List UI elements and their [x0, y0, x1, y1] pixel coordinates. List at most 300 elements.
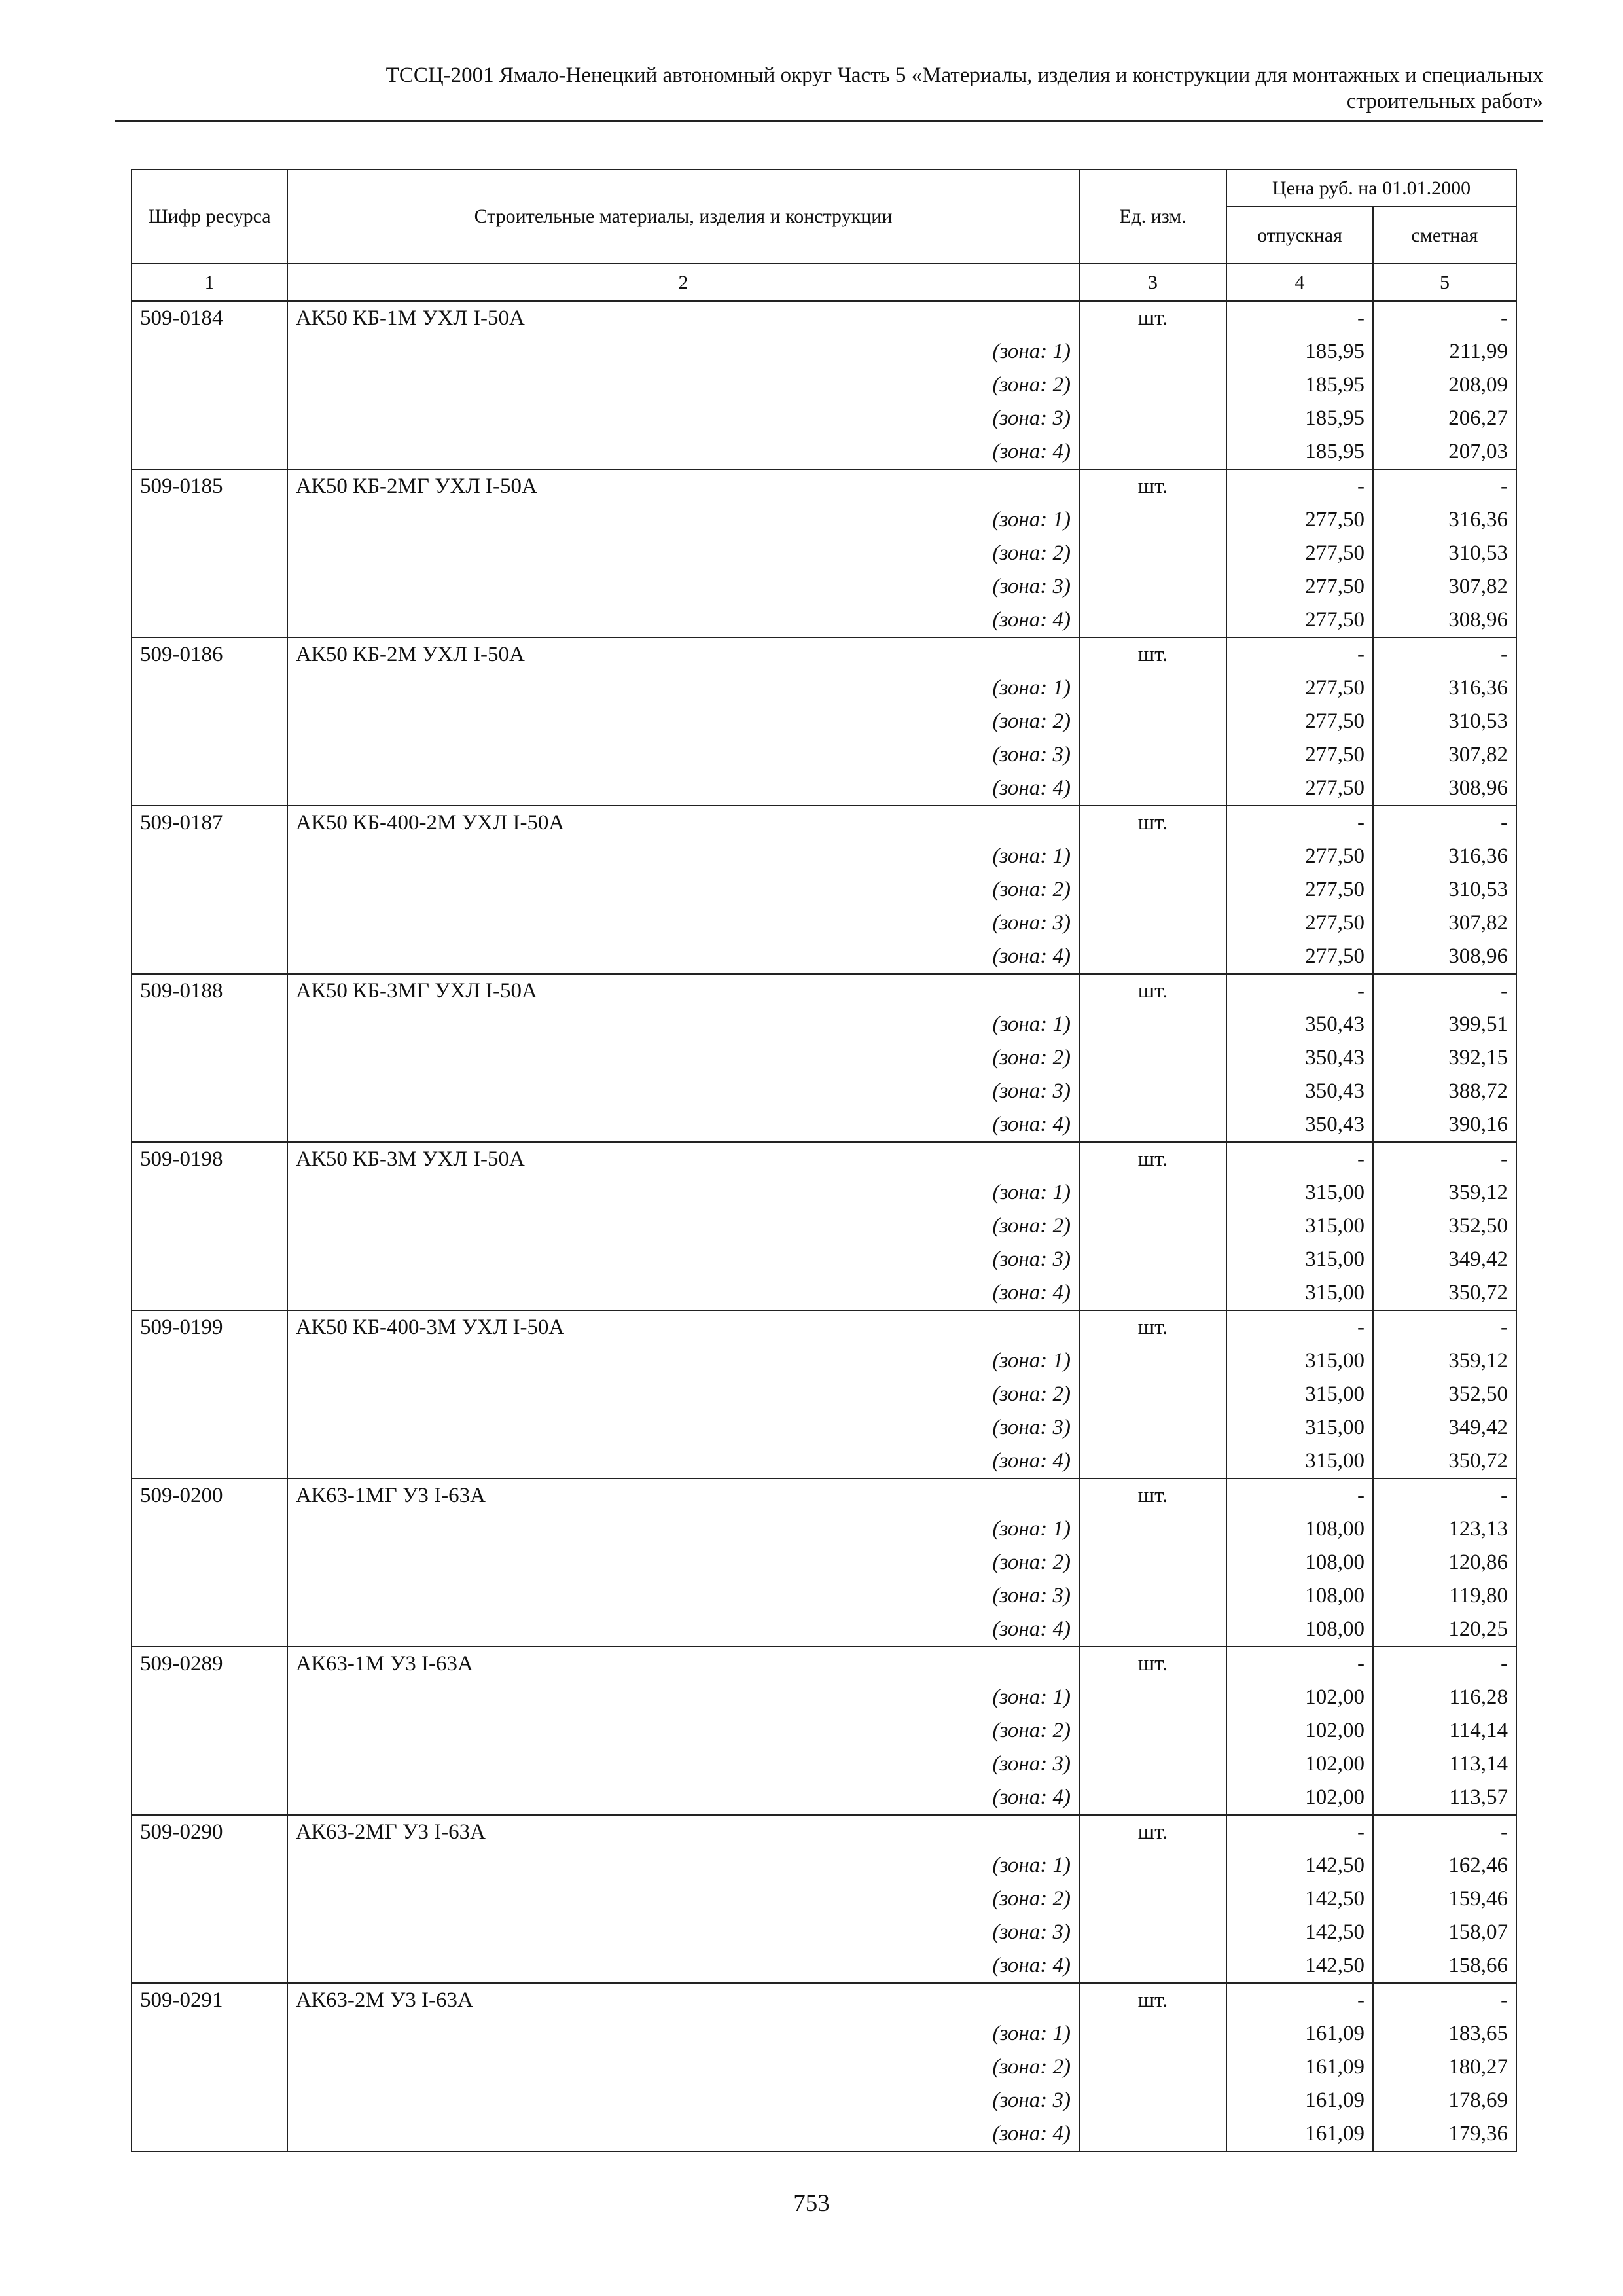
empty-cell: [132, 2017, 287, 2051]
estimate-price: 179,36: [1373, 2117, 1516, 2151]
empty-cell: [1079, 1276, 1226, 1310]
zone-row: [132, 940, 1516, 974]
zone-row: [132, 873, 1516, 906]
empty-cell: [1079, 1579, 1226, 1613]
zone-label: (зона: 2): [287, 1378, 1079, 1411]
estimate-price: 158,66: [1373, 1949, 1516, 1983]
empty-cell: [1079, 1546, 1226, 1579]
zone-label: (зона: 4): [287, 1781, 1079, 1815]
table-row: [132, 301, 1516, 335]
release-price: 350,43: [1226, 1008, 1373, 1041]
zone-row: [132, 1344, 1516, 1378]
estimate-price: 183,65: [1373, 2017, 1516, 2051]
resource-group: [132, 1647, 1516, 1815]
empty-cell: [132, 705, 287, 738]
release-price: -: [1226, 974, 1373, 1008]
unit-cell: шт.: [1079, 301, 1226, 335]
empty-cell: [132, 2084, 287, 2117]
resource-code: 509-0291: [132, 1983, 287, 2017]
zone-row: [132, 1714, 1516, 1748]
release-price: 315,00: [1226, 1276, 1373, 1310]
header-rule: [115, 120, 1543, 122]
zone-row: [132, 2051, 1516, 2084]
zone-row: [132, 772, 1516, 806]
release-price: 108,00: [1226, 1613, 1373, 1647]
zone-label: (зона: 1): [287, 1344, 1079, 1378]
empty-cell: [1079, 1075, 1226, 1108]
empty-cell: [1079, 435, 1226, 469]
resource-code: 509-0187: [132, 806, 287, 840]
release-price: -: [1226, 806, 1373, 840]
zone-row: [132, 1075, 1516, 1108]
release-price: 277,50: [1226, 772, 1373, 806]
estimate-price: -: [1373, 1815, 1516, 1849]
material-name: АК63-1М У3 I-63А: [287, 1647, 1079, 1681]
zone-label: (зона: 2): [287, 368, 1079, 402]
estimate-price: -: [1373, 1142, 1516, 1176]
table-row: [132, 637, 1516, 672]
release-price: 315,00: [1226, 1344, 1373, 1378]
zone-label: (зона: 3): [287, 402, 1079, 435]
unit-cell: шт.: [1079, 1815, 1226, 1849]
release-price: 161,09: [1226, 2017, 1373, 2051]
release-price: 277,50: [1226, 873, 1373, 906]
release-price: 277,50: [1226, 503, 1373, 537]
empty-cell: [1079, 2084, 1226, 2117]
empty-cell: [1079, 1108, 1226, 1142]
empty-cell: [1079, 1781, 1226, 1815]
unit-cell: шт.: [1079, 1983, 1226, 2017]
estimate-price: 307,82: [1373, 738, 1516, 772]
release-price: 277,50: [1226, 906, 1373, 940]
table-row: [132, 1142, 1516, 1176]
zone-label: (зона: 1): [287, 1849, 1079, 1882]
empty-cell: [132, 435, 287, 469]
estimate-price: 120,86: [1373, 1546, 1516, 1579]
empty-cell: [1079, 1378, 1226, 1411]
release-price: 277,50: [1226, 603, 1373, 637]
resource-group: [132, 1310, 1516, 1479]
empty-cell: [132, 1681, 287, 1714]
zone-row: [132, 705, 1516, 738]
estimate-price: 308,96: [1373, 772, 1516, 806]
zone-row: [132, 1579, 1516, 1613]
zone-row: [132, 1008, 1516, 1041]
empty-cell: [1079, 1681, 1226, 1714]
release-price: 185,95: [1226, 368, 1373, 402]
estimate-price: -: [1373, 1310, 1516, 1344]
zone-label: (зона: 2): [287, 705, 1079, 738]
zone-label: (зона: 3): [287, 1748, 1079, 1781]
estimate-price: -: [1373, 1647, 1516, 1681]
release-price: 142,50: [1226, 1916, 1373, 1949]
zone-row: [132, 2017, 1516, 2051]
zone-label: (зона: 1): [287, 672, 1079, 705]
zone-row: [132, 1041, 1516, 1075]
empty-cell: [132, 772, 287, 806]
empty-cell: [1079, 537, 1226, 570]
table-row: [132, 1983, 1516, 2017]
zone-row: [132, 1546, 1516, 1579]
estimate-price: 120,25: [1373, 1613, 1516, 1647]
release-price: -: [1226, 1815, 1373, 1849]
zone-label: (зона: 1): [287, 840, 1079, 873]
estimate-price: 114,14: [1373, 1714, 1516, 1748]
zone-row: [132, 1243, 1516, 1276]
estimate-price: 352,50: [1373, 1210, 1516, 1243]
empty-cell: [132, 1075, 287, 1108]
header-release-price: отпускная: [1226, 207, 1373, 264]
empty-cell: [132, 2051, 287, 2084]
release-price: 185,95: [1226, 435, 1373, 469]
empty-cell: [1079, 1613, 1226, 1647]
empty-cell: [1079, 570, 1226, 603]
release-price: 108,00: [1226, 1546, 1373, 1579]
estimate-price: 399,51: [1373, 1008, 1516, 1041]
zone-label: (зона: 4): [287, 1949, 1079, 1983]
estimate-price: 307,82: [1373, 570, 1516, 603]
resource-code: 509-0199: [132, 1310, 287, 1344]
empty-cell: [1079, 1411, 1226, 1444]
empty-cell: [1079, 603, 1226, 637]
release-price: 161,09: [1226, 2084, 1373, 2117]
release-price: -: [1226, 469, 1373, 503]
table-row: [132, 1815, 1516, 1849]
estimate-price: 119,80: [1373, 1579, 1516, 1613]
table-row: [132, 1479, 1516, 1513]
empty-cell: [1079, 1444, 1226, 1479]
release-price: 142,50: [1226, 1882, 1373, 1916]
release-price: 277,50: [1226, 570, 1373, 603]
empty-cell: [132, 537, 287, 570]
resource-group: [132, 469, 1516, 637]
empty-cell: [1079, 1008, 1226, 1041]
release-price: 315,00: [1226, 1378, 1373, 1411]
estimate-price: 350,72: [1373, 1444, 1516, 1479]
zone-row: [132, 1916, 1516, 1949]
estimate-price: 349,42: [1373, 1411, 1516, 1444]
unit-cell: шт.: [1079, 637, 1226, 672]
zone-row: [132, 1513, 1516, 1546]
empty-cell: [1079, 1849, 1226, 1882]
empty-cell: [1079, 672, 1226, 705]
release-price: 277,50: [1226, 537, 1373, 570]
zone-label: (зона: 2): [287, 1714, 1079, 1748]
resource-group: [132, 1815, 1516, 1983]
table-row: [132, 1647, 1516, 1681]
page-header: [115, 62, 1543, 115]
empty-cell: [132, 1108, 287, 1142]
empty-cell: [132, 1579, 287, 1613]
header-price-group: Цена руб. на 01.01.2000: [1226, 170, 1516, 207]
resource-code: 509-0290: [132, 1815, 287, 1849]
column-number: 2: [287, 264, 1079, 301]
empty-cell: [132, 1411, 287, 1444]
empty-cell: [1079, 1243, 1226, 1276]
release-price: 142,50: [1226, 1849, 1373, 1882]
zone-label: (зона: 3): [287, 2084, 1079, 2117]
header-line-1: ТССЦ-2001 Ямало-Ненецкий автономный округ Часть 5 «Материалы, изделия и конструкции для монтажных и специальных: [385, 63, 1543, 87]
estimate-price: 159,46: [1373, 1882, 1516, 1916]
unit-cell: шт.: [1079, 1647, 1226, 1681]
empty-cell: [132, 1276, 287, 1310]
estimate-price: 113,14: [1373, 1748, 1516, 1781]
empty-cell: [132, 1243, 287, 1276]
unit-cell: шт.: [1079, 469, 1226, 503]
zone-row: [132, 1378, 1516, 1411]
release-price: 350,43: [1226, 1075, 1373, 1108]
estimate-price: 207,03: [1373, 435, 1516, 469]
estimate-price: -: [1373, 637, 1516, 672]
empty-cell: [132, 1444, 287, 1479]
resource-group: [132, 806, 1516, 974]
zone-label: (зона: 3): [287, 1075, 1079, 1108]
estimate-price: 390,16: [1373, 1108, 1516, 1142]
estimate-price: 123,13: [1373, 1513, 1516, 1546]
release-price: -: [1226, 1647, 1373, 1681]
empty-cell: [1079, 2051, 1226, 2084]
empty-cell: [132, 603, 287, 637]
empty-cell: [132, 2117, 287, 2151]
zone-row: [132, 840, 1516, 873]
zone-label: (зона: 4): [287, 1276, 1079, 1310]
release-price: -: [1226, 637, 1373, 672]
estimate-price: 178,69: [1373, 2084, 1516, 2117]
zone-row: [132, 1949, 1516, 1983]
estimate-price: 316,36: [1373, 503, 1516, 537]
release-price: -: [1226, 301, 1373, 335]
table-row: [132, 469, 1516, 503]
release-price: 185,95: [1226, 335, 1373, 368]
zone-row: [132, 1210, 1516, 1243]
zone-label: (зона: 2): [287, 1041, 1079, 1075]
empty-cell: [1079, 906, 1226, 940]
empty-cell: [132, 1344, 287, 1378]
zone-label: (зона: 3): [287, 570, 1079, 603]
zone-label: (зона: 1): [287, 1008, 1079, 1041]
empty-cell: [1079, 2017, 1226, 2051]
zone-label: (зона: 1): [287, 2017, 1079, 2051]
page-number: 753: [793, 2190, 830, 2217]
empty-cell: [132, 840, 287, 873]
zone-label: (зона: 4): [287, 1108, 1079, 1142]
zone-row: [132, 435, 1516, 469]
release-price: 315,00: [1226, 1210, 1373, 1243]
estimate-price: 352,50: [1373, 1378, 1516, 1411]
empty-cell: [132, 873, 287, 906]
empty-cell: [132, 503, 287, 537]
estimate-price: 308,96: [1373, 940, 1516, 974]
estimate-price: 162,46: [1373, 1849, 1516, 1882]
empty-cell: [1079, 2117, 1226, 2151]
empty-cell: [132, 1041, 287, 1075]
zone-label: (зона: 2): [287, 1882, 1079, 1916]
resource-group: [132, 1983, 1516, 2151]
estimate-price: -: [1373, 1479, 1516, 1513]
zone-label: (зона: 1): [287, 1513, 1079, 1546]
release-price: 185,95: [1226, 402, 1373, 435]
zone-label: (зона: 2): [287, 2051, 1079, 2084]
zone-row: [132, 368, 1516, 402]
zone-label: (зона: 2): [287, 873, 1079, 906]
empty-cell: [132, 1513, 287, 1546]
resource-group: [132, 301, 1516, 469]
release-price: -: [1226, 1479, 1373, 1513]
resource-code: 509-0188: [132, 974, 287, 1008]
estimate-price: 349,42: [1373, 1243, 1516, 1276]
material-name: АК63-1МГ У3 I-63А: [287, 1479, 1079, 1513]
zone-label: (зона: 3): [287, 1579, 1079, 1613]
header-code: Шифр ресурса: [132, 170, 287, 264]
estimate-price: 158,07: [1373, 1916, 1516, 1949]
release-price: 277,50: [1226, 738, 1373, 772]
estimate-price: 310,53: [1373, 873, 1516, 906]
zone-row: [132, 1444, 1516, 1479]
material-name: АК63-2М У3 I-63А: [287, 1983, 1079, 2017]
empty-cell: [1079, 873, 1226, 906]
zone-label: (зона: 2): [287, 1546, 1079, 1579]
material-name: АК50 КБ-2М УХЛ I-50А: [287, 637, 1079, 672]
zone-label: (зона: 3): [287, 1411, 1079, 1444]
empty-cell: [1079, 1513, 1226, 1546]
zone-label: (зона: 4): [287, 772, 1079, 806]
table-row: [132, 974, 1516, 1008]
empty-cell: [132, 1176, 287, 1210]
empty-cell: [1079, 402, 1226, 435]
estimate-price: -: [1373, 1983, 1516, 2017]
estimate-price: 316,36: [1373, 840, 1516, 873]
unit-cell: шт.: [1079, 806, 1226, 840]
empty-cell: [132, 368, 287, 402]
empty-cell: [1079, 840, 1226, 873]
release-price: 315,00: [1226, 1176, 1373, 1210]
zone-row: [132, 2084, 1516, 2117]
material-name: АК50 КБ-3МГ УХЛ I-50А: [287, 974, 1079, 1008]
empty-cell: [132, 1949, 287, 1983]
header-estimate-price: сметная: [1373, 207, 1516, 264]
zone-label: (зона: 1): [287, 1681, 1079, 1714]
empty-cell: [132, 1748, 287, 1781]
price-table: [131, 169, 1517, 2152]
unit-cell: шт.: [1079, 1142, 1226, 1176]
empty-cell: [1079, 1176, 1226, 1210]
release-price: 161,09: [1226, 2117, 1373, 2151]
column-number: 3: [1079, 264, 1226, 301]
empty-cell: [1079, 940, 1226, 974]
release-price: 315,00: [1226, 1243, 1373, 1276]
material-name: АК50 КБ-3М УХЛ I-50А: [287, 1142, 1079, 1176]
release-price: 102,00: [1226, 1781, 1373, 1815]
release-price: 161,09: [1226, 2051, 1373, 2084]
zone-label: (зона: 2): [287, 1210, 1079, 1243]
column-number: 4: [1226, 264, 1373, 301]
zone-row: [132, 1748, 1516, 1781]
estimate-price: 350,72: [1373, 1276, 1516, 1310]
empty-cell: [132, 1714, 287, 1748]
zone-row: [132, 1176, 1516, 1210]
release-price: 277,50: [1226, 672, 1373, 705]
empty-cell: [132, 940, 287, 974]
zone-label: (зона: 1): [287, 503, 1079, 537]
zone-row: [132, 603, 1516, 637]
zone-row: [132, 906, 1516, 940]
empty-cell: [132, 335, 287, 368]
material-name: АК50 КБ-400-2М УХЛ I-50А: [287, 806, 1079, 840]
empty-cell: [132, 1882, 287, 1916]
zone-row: [132, 1613, 1516, 1647]
empty-cell: [1079, 772, 1226, 806]
empty-cell: [1079, 1344, 1226, 1378]
release-price: 315,00: [1226, 1411, 1373, 1444]
release-price: 315,00: [1226, 1444, 1373, 1479]
estimate-price: -: [1373, 469, 1516, 503]
estimate-price: 392,15: [1373, 1041, 1516, 1075]
empty-cell: [132, 1849, 287, 1882]
zone-row: [132, 738, 1516, 772]
zone-row: [132, 2117, 1516, 2151]
empty-cell: [132, 1546, 287, 1579]
empty-cell: [132, 1916, 287, 1949]
zone-row: [132, 1781, 1516, 1815]
estimate-price: 113,57: [1373, 1781, 1516, 1815]
zone-row: [132, 570, 1516, 603]
estimate-price: 388,72: [1373, 1075, 1516, 1108]
zone-row: [132, 1411, 1516, 1444]
empty-cell: [132, 1378, 287, 1411]
resource-code: 509-0200: [132, 1479, 287, 1513]
zone-row: [132, 1849, 1516, 1882]
zone-row: [132, 1882, 1516, 1916]
unit-cell: шт.: [1079, 1479, 1226, 1513]
empty-cell: [1079, 705, 1226, 738]
resource-code: 509-0185: [132, 469, 287, 503]
resource-group: [132, 637, 1516, 806]
release-price: 350,43: [1226, 1041, 1373, 1075]
release-price: 277,50: [1226, 705, 1373, 738]
resource-group: [132, 974, 1516, 1142]
empty-cell: [132, 1210, 287, 1243]
estimate-price: 310,53: [1373, 705, 1516, 738]
column-number: 1: [132, 264, 287, 301]
estimate-price: 359,12: [1373, 1176, 1516, 1210]
empty-cell: [1079, 1714, 1226, 1748]
release-price: 350,43: [1226, 1108, 1373, 1142]
zone-label: (зона: 4): [287, 940, 1079, 974]
estimate-price: 316,36: [1373, 672, 1516, 705]
estimate-price: 211,99: [1373, 335, 1516, 368]
release-price: 142,50: [1226, 1949, 1373, 1983]
release-price: 108,00: [1226, 1513, 1373, 1546]
zone-label: (зона: 4): [287, 603, 1079, 637]
resource-group: [132, 1479, 1516, 1647]
empty-cell: [1079, 1748, 1226, 1781]
empty-cell: [132, 402, 287, 435]
release-price: 277,50: [1226, 940, 1373, 974]
zone-row: [132, 1108, 1516, 1142]
zone-row: [132, 672, 1516, 705]
unit-cell: шт.: [1079, 1310, 1226, 1344]
material-name: АК63-2МГ У3 I-63А: [287, 1815, 1079, 1849]
empty-cell: [132, 1781, 287, 1815]
header-name: Строительные материалы, изделия и конструкции: [287, 170, 1079, 264]
empty-cell: [132, 738, 287, 772]
empty-cell: [1079, 335, 1226, 368]
release-price: -: [1226, 1310, 1373, 1344]
release-price: 277,50: [1226, 840, 1373, 873]
zone-row: [132, 537, 1516, 570]
column-number: 5: [1373, 264, 1516, 301]
estimate-price: 308,96: [1373, 603, 1516, 637]
